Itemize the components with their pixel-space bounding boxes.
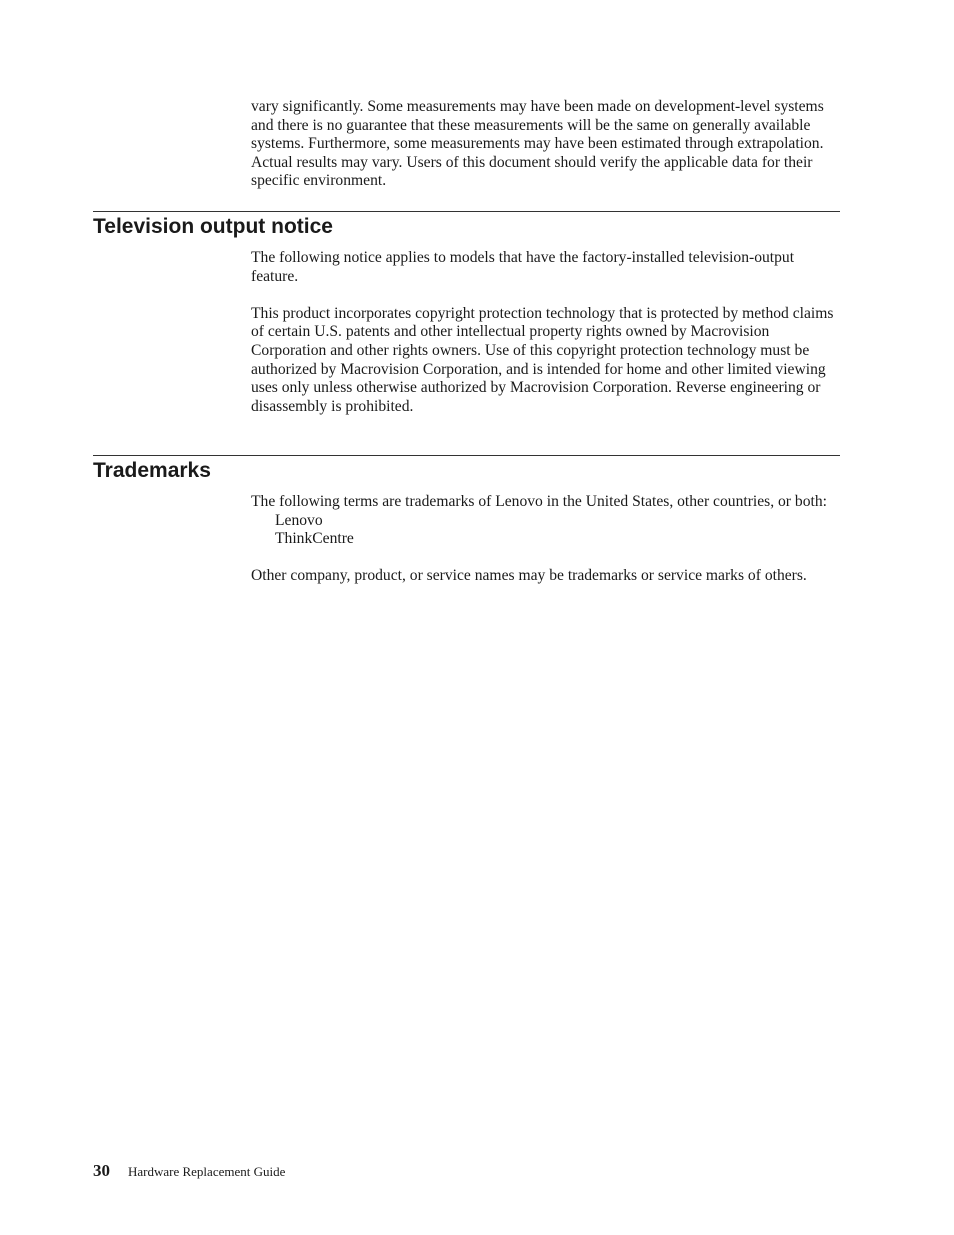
trademarks-closing: Other company, product, or service names may be trademarks or service marks of others. bbox=[251, 567, 807, 585]
trademarks-section-heading: Trademarks bbox=[93, 459, 211, 482]
page-number: 30 bbox=[93, 1161, 110, 1180]
tv-paragraph-1: The following notice applies to models that have the factory-installed television-output feature. bbox=[251, 249, 795, 285]
section-divider-trademarks bbox=[93, 455, 840, 456]
tv-section-heading: Television output notice bbox=[93, 215, 333, 238]
trademark-list bbox=[251, 512, 841, 549]
tv-section-body bbox=[251, 249, 841, 416]
intro-continuation-block bbox=[251, 98, 841, 191]
footer-doc-title: Hardware Replacement Guide bbox=[128, 1164, 286, 1179]
section-divider-tv bbox=[93, 211, 840, 212]
page-footer bbox=[93, 1161, 285, 1181]
trademarks-intro: The following terms are trademarks of Lenovo in the United States, other countries, or both: bbox=[251, 493, 827, 510]
trademarks-section-body bbox=[251, 493, 841, 586]
trademark-item: Lenovo bbox=[275, 511, 323, 529]
trademark-item: ThinkCentre bbox=[275, 530, 354, 548]
intro-continuation-paragraph: vary significantly. Some measurements may have been made on development-level systems and there is no guarantee that these measurements will be the same on generally available systems. Furthermore, some measurements may have been estimated through extrapolation. Actual results may vary. Users of this document should verify the applicable data for their specific environment. bbox=[251, 98, 824, 190]
tv-paragraph-2: This product incorporates copyright protection technology that is protected by method claims of certain U.S. patents and other intellectual property rights owned by Macrovision Corporation and other rights owners. Use of this copyright protection technology must be authorized by Macrovision Corporation, and is intended for home and other limited viewing uses only unless otherwise authorized by Macrovision Corporation. Reverse engineering or disassembly is prohibited. bbox=[251, 304, 834, 415]
